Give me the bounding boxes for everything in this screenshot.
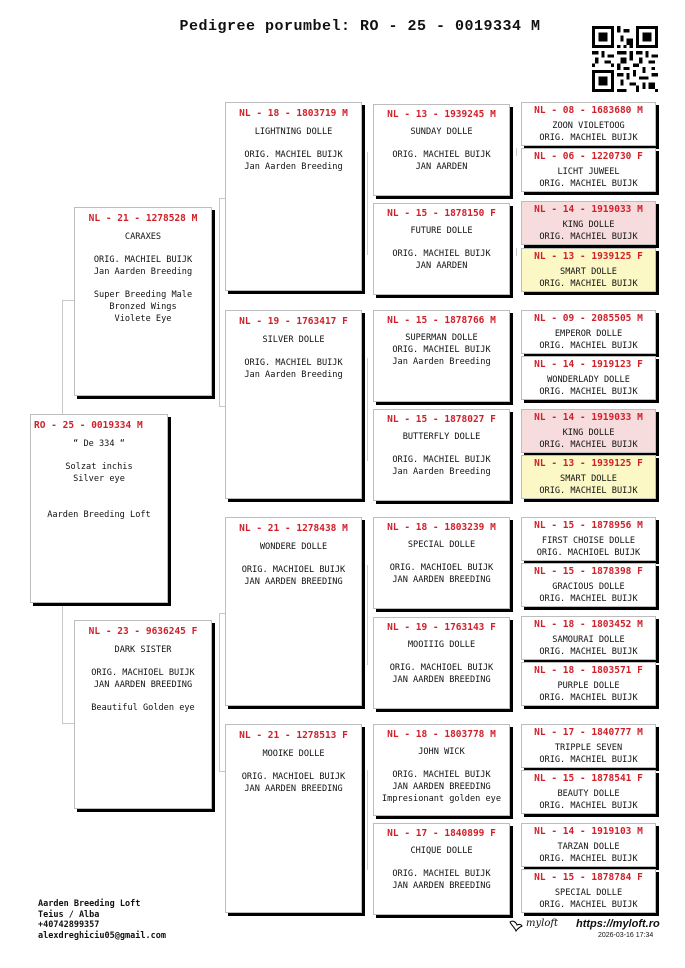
g2-breeder: Jan Aarden Breeding bbox=[244, 370, 343, 380]
page-title: Pedigree porumbel: RO - 25 - 0019334 M bbox=[179, 18, 541, 35]
g4-ring: NL - 14 - 1919123 F bbox=[534, 359, 643, 370]
g4-orig: ORIG. MACHIOEL BUIJK bbox=[536, 548, 641, 558]
g4-ring: NL - 14 - 1919033 M bbox=[534, 204, 643, 215]
g3-breeder: JAN AARDEN bbox=[415, 261, 468, 271]
g4-box bbox=[521, 455, 656, 499]
g2-name: WONDERE DOLLE bbox=[259, 542, 328, 552]
g3-box bbox=[373, 203, 510, 295]
g4-name: SPECIAL DOLLE bbox=[554, 888, 623, 898]
g3-name: FUTURE DOLLE bbox=[410, 226, 473, 236]
g4-orig: ORIG. MACHIEL BUIJK bbox=[539, 801, 638, 811]
g4-name: KING DOLLE bbox=[562, 428, 615, 438]
g3-ring: NL - 15 - 1878150 F bbox=[387, 208, 496, 219]
g4-orig: ORIG. MACHIEL BUIJK bbox=[539, 647, 638, 657]
g3-name: SPECIAL DOLLE bbox=[407, 540, 476, 550]
g2-name: MOOIKE DOLLE bbox=[262, 749, 325, 759]
g3-breeder: JAN AARDEN bbox=[415, 162, 468, 172]
g3-ring: NL - 15 - 1878766 M bbox=[387, 315, 496, 326]
g3-ring: NL - 19 - 1763143 F bbox=[387, 622, 496, 633]
g3-orig: ORIG. MACHIEL BUIJK bbox=[392, 770, 491, 780]
g3-orig: ORIG. MACHIEL BUIJK bbox=[392, 150, 491, 160]
g4-name: TRIPPLE SEVEN bbox=[554, 743, 623, 753]
g4-name: FIRST CHOISE DOLLE bbox=[541, 536, 636, 546]
g4-orig: ORIG. MACHIEL BUIJK bbox=[539, 900, 638, 910]
g4-orig: ORIG. MACHIEL BUIJK bbox=[539, 755, 638, 765]
dam-breeder: JAN AARDEN BREEDING bbox=[93, 680, 193, 690]
g4-orig: ORIG. MACHIEL BUIJK bbox=[539, 279, 638, 289]
g3-breeder: Jan Aarden Breeding bbox=[392, 357, 491, 367]
sire-note: Violete Eye bbox=[114, 314, 172, 324]
footer-location: Teius / Alba bbox=[38, 909, 100, 920]
g3-breeder: JAN AARDEN BREEDING bbox=[392, 675, 491, 685]
g3-name: MOOIIIG DOLLE bbox=[407, 640, 476, 650]
g4-name: WONDERLADY DOLLE bbox=[547, 375, 630, 385]
g3-box bbox=[373, 517, 510, 609]
g4-name: ZOON VIOLETOOG bbox=[552, 121, 625, 131]
g4-box bbox=[521, 201, 656, 245]
sire-ring: NL - 21 - 1278528 M bbox=[88, 213, 198, 224]
g4-name: SAMOURAI DOLLE bbox=[552, 635, 625, 645]
footer-loft: Aarden Breeding Loft bbox=[38, 899, 141, 909]
g4-orig: ORIG. MACHIEL BUIJK bbox=[539, 594, 638, 604]
subject-loft: Aarden Breeding Loft bbox=[47, 510, 151, 520]
g4-box bbox=[521, 310, 656, 354]
myloft-logo bbox=[508, 918, 568, 934]
g3-extra: Impresionant golden eye bbox=[382, 794, 501, 804]
g4-box bbox=[521, 662, 656, 706]
g4-name: LICHT JUWEEL bbox=[557, 167, 620, 177]
g4-orig: ORIG. MACHIEL BUIJK bbox=[539, 486, 638, 496]
dam-box bbox=[74, 620, 212, 809]
g4-ring: NL - 18 - 1803571 F bbox=[534, 665, 643, 676]
g2-box bbox=[225, 724, 362, 913]
g4-orig: ORIG. MACHIEL BUIJK bbox=[539, 341, 638, 351]
g4-box bbox=[521, 770, 656, 814]
g2-orig: ORIG. MACHIEL BUIJK bbox=[244, 358, 343, 368]
g2-orig: ORIG. MACHIOEL BUIJK bbox=[241, 772, 346, 782]
print-timestamp: 2026-03-16 17:34 bbox=[598, 932, 654, 939]
g2-name: SILVER DOLLE bbox=[262, 335, 325, 345]
g3-box bbox=[373, 310, 510, 402]
g4-name: GRACIOUS DOLLE bbox=[552, 582, 625, 592]
g3-breeder: Jan Aarden Breeding bbox=[392, 467, 491, 477]
g3-name: BUTTERFLY DOLLE bbox=[402, 432, 481, 442]
pigeon-logo-icon bbox=[508, 918, 524, 934]
g4-ring: NL - 08 - 1683680 M bbox=[534, 105, 643, 116]
g4-name: PURPLE DOLLE bbox=[557, 681, 620, 691]
g4-name: BEAUTY DOLLE bbox=[557, 789, 620, 799]
g3-name: CHIQUE DOLLE bbox=[410, 846, 473, 856]
g4-ring: NL - 09 - 2085505 M bbox=[534, 313, 643, 324]
dam-ring: NL - 23 - 9636245 F bbox=[88, 626, 198, 637]
g4-ring: NL - 13 - 1939125 F bbox=[534, 458, 643, 469]
g2-box bbox=[225, 102, 362, 291]
g3-orig: ORIG. MACHIOEL BUIJK bbox=[389, 563, 494, 573]
g2-name: LIGHTNING DOLLE bbox=[254, 127, 333, 137]
g4-orig: ORIG. MACHIEL BUIJK bbox=[539, 232, 638, 242]
g4-box bbox=[521, 248, 656, 292]
g4-orig: ORIG. MACHIEL BUIJK bbox=[539, 133, 638, 143]
sire-breeder: Jan Aarden Breeding bbox=[93, 267, 193, 277]
g3-box bbox=[373, 409, 510, 501]
g4-orig: ORIG. MACHIEL BUIJK bbox=[539, 179, 638, 189]
g4-orig: ORIG. MACHIEL BUIJK bbox=[539, 387, 638, 397]
g2-box bbox=[225, 310, 362, 499]
g4-name: SMART DOLLE bbox=[560, 474, 617, 484]
g3-box bbox=[373, 617, 510, 709]
subject-eye: Silver eye bbox=[73, 474, 125, 484]
subject-ring: RO - 25 - 0019334 M bbox=[34, 420, 143, 431]
g4-ring: NL - 14 - 1919033 M bbox=[534, 412, 643, 423]
g2-breeder: JAN AARDEN BREEDING bbox=[244, 577, 343, 587]
g3-orig: ORIG. MACHIEL BUIJK bbox=[392, 869, 491, 879]
g3-box bbox=[373, 104, 510, 196]
g4-ring: NL - 14 - 1919103 M bbox=[534, 826, 643, 837]
g3-ring: NL - 15 - 1878027 F bbox=[387, 414, 496, 425]
g2-ring: NL - 19 - 1763417 F bbox=[239, 316, 348, 327]
g4-box bbox=[521, 148, 656, 192]
g4-box bbox=[521, 409, 656, 453]
g4-name: SMART DOLLE bbox=[560, 267, 617, 277]
g2-orig: ORIG. MACHIEL BUIJK bbox=[244, 150, 343, 160]
g3-name: SUNDAY DOLLE bbox=[410, 127, 473, 137]
footer-email: alexdreghiciu05@gmail.com bbox=[38, 930, 166, 941]
g2-ring: NL - 18 - 1803719 M bbox=[239, 108, 348, 119]
g3-ring: NL - 18 - 1803778 M bbox=[387, 729, 496, 740]
g3-orig: ORIG. MACHIEL BUIJK bbox=[392, 249, 491, 259]
sire-note: Super Breeding Male bbox=[93, 290, 193, 300]
g4-name: KING DOLLE bbox=[562, 220, 615, 230]
g3-breeder: JAN AARDEN BREEDING bbox=[392, 782, 491, 792]
g3-orig: ORIG. MACHIEL BUIJK bbox=[392, 455, 491, 465]
g4-ring: NL - 15 - 1878398 F bbox=[534, 566, 643, 577]
g2-breeder: Jan Aarden Breeding bbox=[244, 162, 343, 172]
g3-ring: NL - 17 - 1840899 F bbox=[387, 828, 496, 839]
g3-ring: NL - 18 - 1803239 M bbox=[387, 522, 496, 533]
g4-orig: ORIG. MACHIEL BUIJK bbox=[539, 440, 638, 450]
sire-box bbox=[74, 207, 212, 396]
g4-box bbox=[521, 517, 656, 561]
brand-url[interactable]: https://myloft.ro bbox=[576, 918, 660, 930]
subject-name: “ De 334 “ bbox=[73, 439, 125, 449]
g3-box bbox=[373, 724, 510, 816]
subject-box bbox=[30, 414, 168, 603]
dam-name: DARK SISTER bbox=[114, 645, 172, 655]
g4-ring: NL - 13 - 1939125 F bbox=[534, 251, 643, 262]
g2-box bbox=[225, 517, 362, 706]
g3-name: JOHN WICK bbox=[418, 747, 465, 757]
dam-orig: ORIG. MACHIOEL BUIJK bbox=[91, 668, 195, 678]
g4-ring: NL - 15 - 1878784 F bbox=[534, 872, 643, 883]
g3-name: SUPERMAN DOLLE bbox=[405, 333, 478, 343]
g4-box bbox=[521, 724, 656, 768]
footer-phone: +40742899357 bbox=[38, 920, 100, 930]
g4-ring: NL - 17 - 1840777 M bbox=[534, 727, 643, 738]
g4-box bbox=[521, 563, 656, 607]
g2-ring: NL - 21 - 1278513 F bbox=[239, 730, 348, 741]
g3-orig: ORIG. MACHIEL BUIJK bbox=[392, 345, 491, 355]
g3-ring: NL - 13 - 1939245 M bbox=[387, 109, 496, 120]
g2-orig: ORIG. MACHIOEL BUIJK bbox=[241, 565, 346, 575]
g4-ring: NL - 06 - 1220730 F bbox=[534, 151, 643, 162]
g3-breeder: JAN AARDEN BREEDING bbox=[392, 881, 491, 891]
g3-box bbox=[373, 823, 510, 915]
g3-orig: ORIG. MACHIOEL BUIJK bbox=[389, 663, 494, 673]
g3-breeder: JAN AARDEN BREEDING bbox=[392, 575, 491, 585]
contact-block bbox=[38, 899, 166, 941]
g4-orig: ORIG. MACHIEL BUIJK bbox=[539, 693, 638, 703]
g4-ring: NL - 15 - 1878541 F bbox=[534, 773, 643, 784]
dam-note: Beautiful Golden eye bbox=[91, 703, 195, 713]
g4-box bbox=[521, 102, 656, 146]
g2-ring: NL - 21 - 1278438 M bbox=[239, 523, 348, 534]
g4-ring: NL - 15 - 1878956 M bbox=[534, 520, 643, 531]
g4-box bbox=[521, 356, 656, 400]
brand-logo-text: myloft bbox=[526, 918, 559, 929]
qr-code-icon bbox=[592, 26, 658, 92]
g4-box bbox=[521, 823, 656, 867]
sire-orig: ORIG. MACHIEL BUIJK bbox=[93, 255, 193, 265]
sire-note: Bronzed Wings bbox=[109, 302, 177, 312]
g4-box bbox=[521, 869, 656, 913]
g4-name: EMPEROR DOLLE bbox=[554, 329, 623, 339]
g2-breeder: JAN AARDEN BREEDING bbox=[244, 784, 343, 794]
subject-color: Solzat inchis bbox=[65, 462, 133, 472]
sire-name: CARAXES bbox=[124, 232, 162, 242]
g4-orig: ORIG. MACHIEL BUIJK bbox=[539, 854, 638, 864]
g4-box bbox=[521, 616, 656, 660]
g4-ring: NL - 18 - 1803452 M bbox=[534, 619, 643, 630]
g4-name: TARZAN DOLLE bbox=[557, 842, 620, 852]
